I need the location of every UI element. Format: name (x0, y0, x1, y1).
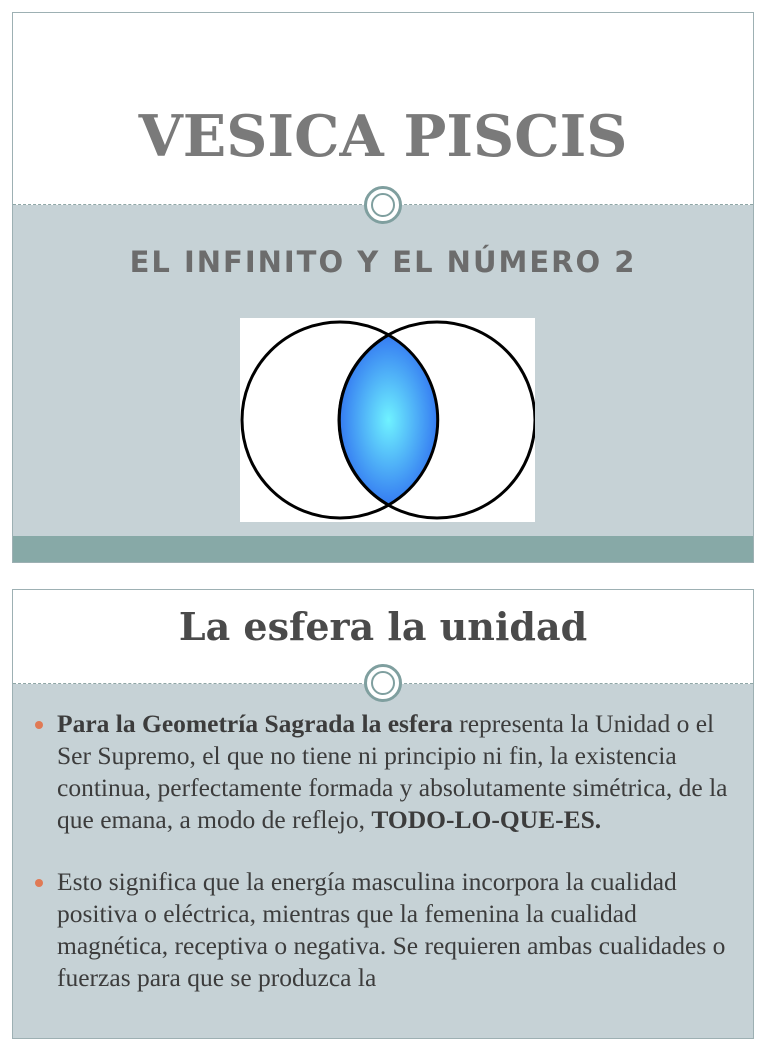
ring-ornament-icon (364, 664, 402, 702)
vesica-piscis-icon (240, 318, 535, 522)
bullet-bold-lead: Para la Geometría Sagrada la esfera (57, 709, 453, 738)
vesica-piscis-figure (240, 318, 535, 522)
bullet-text: representa la Unidad o el Ser Supremo, el que no tiene ni principio ni fin, la existencia continua, perfectamente formada y absolutamente simétrica, de la que emana, a modo de reflejo, (57, 709, 728, 834)
bullet-icon (35, 879, 43, 887)
slide-1 (12, 12, 754, 563)
bottom-band (13, 536, 753, 562)
slide-subtitle: EL INFINITO Y EL NÚMERO 2 (129, 245, 637, 279)
bullet-icon (35, 721, 43, 729)
bullet-item (31, 708, 731, 836)
slide-2 (12, 589, 754, 1039)
bullet-text: Esto significa que la energía masculina incorpora la cualidad positiva o eléctrica, mientras que la femenina la cualidad magnética, receptiva o negativa. Se requieren ambas cualidades o fuerzas para que se produzca la (57, 867, 726, 992)
slide-title: La esfera la unidad (178, 604, 588, 649)
bullet-list (31, 708, 731, 994)
slide-title: VESICA PISCIS (138, 103, 628, 170)
bullet-bold-tail: TODO-LO-QUE-ES. (371, 805, 602, 834)
ring-ornament-icon (364, 186, 402, 224)
bullet-item (31, 866, 731, 994)
title-area (13, 13, 753, 205)
